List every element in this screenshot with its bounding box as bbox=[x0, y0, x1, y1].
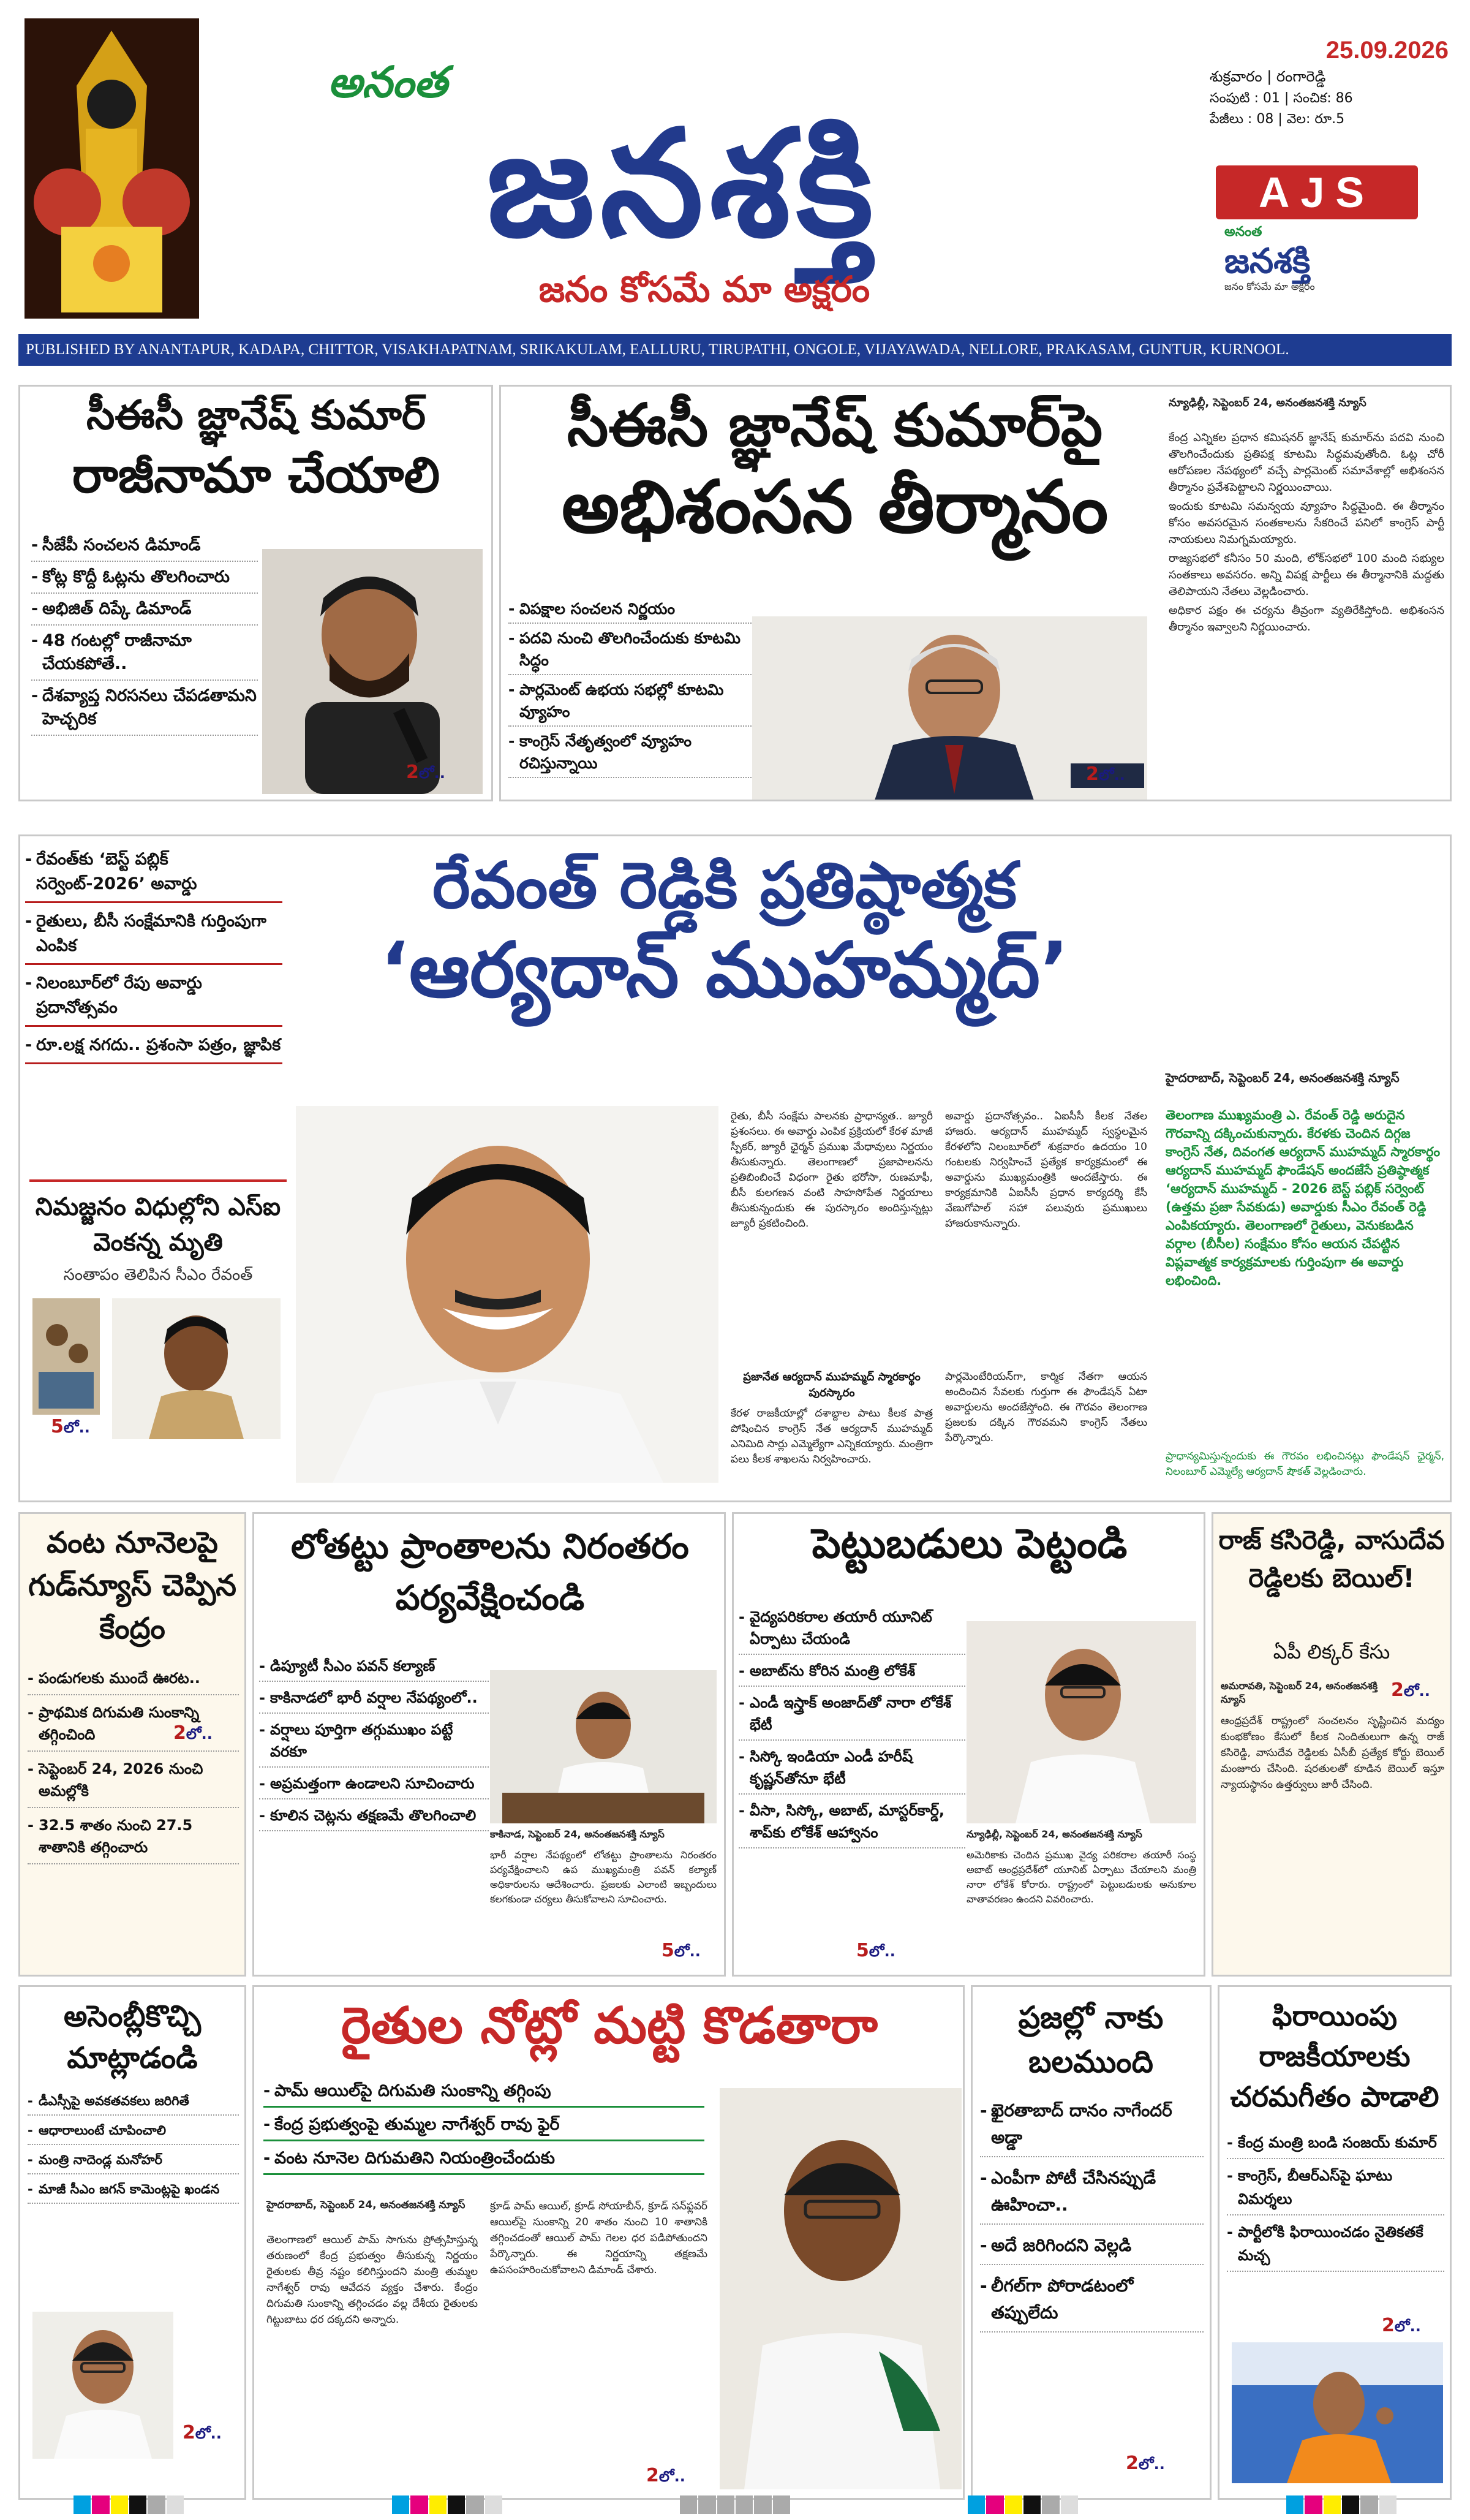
list-item: - ప్రాథమిక దిగుమతి సుంకాన్ని తగ్గించింది bbox=[28, 1701, 239, 1752]
masthead-prefix: అనంత bbox=[328, 57, 448, 107]
list-item: - కేంద్ర మంత్రి బండి సంజయ్ కుమార్ bbox=[1227, 2131, 1444, 2159]
article-body: ఆంధ్రప్రదేశ్ రాష్ట్రంలో సంచలనం సృష్టించిన మద్యం కుంభకోణం కేసులో కీలక నిందితులుగా ఉన్న రాజ్ కసిరెడ్డి, వాసుదేవ రెడ్డిలకు ఏసీబీ ప్రత్యేక కోర్టు బెయిల్ మంజూరు చేసింది. షరతులతో కూడిన బెయిల్ ఇస్తూ న్యాయస్థానం ఉత్తర్వులు జారీ చేసింది. bbox=[1221, 1715, 1444, 1791]
list-item: - పదవి నుంచి తొలగించేందుకు కూటమి సిద్ధం bbox=[508, 627, 756, 675]
masthead-title: జనశక్తి bbox=[486, 98, 880, 270]
article-body: రైతు, బీసీ సంక్షేమ పాలనకు ప్రాధాన్యత.. జ్యూరీ ప్రశంసలు. ఈ అవార్డు ఎంపిక ప్రక్రియలో కేరళ మాజీ స్పీకర్, జ్యూరీ ఛైర్మన్ ప్రముఖ మేధావులు నిర్ణయం తీసుకున్నారు. తెలంగాణలో ప్రజాపాలనను ప్రతిబింబించే విధంగా రైతు భరోసా, రుణమాఫీ, బీసీ కులగణన వంటి సాహసోపేత నిర్ణయాలు తీసుకున్నందుకు ఈ పురస్కారం అందిస్తున్నట్లు జ్యూరీ ప్రకటించింది. bbox=[731, 1110, 933, 1230]
ajs-title: జనశక్తి bbox=[1224, 241, 1311, 281]
list-item: - ఖైరతాబాద్ దానం నాగేందర్ అడ్డా bbox=[980, 2097, 1204, 2157]
continued-marker: 2లో.. bbox=[173, 1722, 213, 1744]
list-item: - కాంగ్రెస్, బీఆర్ఎస్‌పై ఘాటు విమర్శలు bbox=[1227, 2164, 1444, 2215]
color-register-marks bbox=[392, 2495, 502, 2514]
ajs-prefix: అనంత bbox=[1224, 224, 1262, 240]
officer-photo bbox=[112, 1298, 281, 1439]
list-item: - కేంద్ర ప్రభుత్వంపై తుమ్మల నాగేశ్వర్ రావు ఫైర్ bbox=[263, 2113, 704, 2141]
story-strength bbox=[971, 1985, 1212, 2500]
dateline: న్యూఢిల్లీ, సెప్టెంబర్ 24, అనంతజనశక్తి న్యూస్ bbox=[967, 1828, 1142, 1840]
issue-volume: సంపుటి : 01 | సంచిక: 86 bbox=[1210, 91, 1353, 106]
dateline: హైదరాబాద్, సెప్టెంబర్ 24, అనంతజనశక్తి న్యూస్ bbox=[1166, 1070, 1400, 1085]
story-farmers bbox=[252, 1985, 965, 2500]
story-cec-resign bbox=[18, 385, 493, 801]
list-item: - డీఎస్సీపై అవకతవకలు జరిగితే bbox=[28, 2091, 239, 2116]
color-register-marks bbox=[74, 2495, 184, 2514]
headline: ప్రజల్లో నాకు బలముంది bbox=[1018, 2000, 1164, 2079]
procession-photo bbox=[32, 1298, 100, 1415]
bullet-list bbox=[739, 1606, 965, 1967]
issue-date: 25.09.2026 bbox=[1325, 37, 1449, 64]
bullet-list bbox=[508, 598, 756, 800]
article-body: పార్లమెంటేరియన్‌గా, కార్మిక నేతగా ఆయన అందించిన సేవలకు గుర్తుగా ఈ ఫౌండేషన్ ఏటా అవార్డులను అందజేస్తోంది. ఈ గౌరవం తెలంగాణ ప్రజలకు దక్కిన గౌరవమని కాంగ్రెస్ నేతలు పేర్కొన్నారు. bbox=[945, 1371, 1147, 1444]
list-item: - రేవంత్‌కు ‘బెస్ట్ పబ్లిక్ సర్వెంట్-2026’ అవార్డు bbox=[25, 847, 282, 903]
continued-marker: 2లో.. bbox=[646, 2465, 685, 2486]
continued-marker: 5లో.. bbox=[856, 1940, 895, 1961]
headline: ఫిరాయింపు రాజకీయాలకు చరమగీతం పాడాలి bbox=[1230, 1999, 1439, 2113]
list-item: - అదే జరిగిందని వెల్లడి bbox=[980, 2232, 1204, 2265]
story-impeach bbox=[499, 385, 1452, 801]
deity-photo bbox=[24, 18, 199, 319]
published-by-band bbox=[18, 334, 1452, 366]
list-item: - కాంగ్రెస్ నేతృత్వంలో వ్యూహం రచిస్తున్నాయి bbox=[508, 730, 756, 778]
article-body: కేరళ రాజకీయాల్లో దశాబ్దాల పాటు కీలక పాత్ర పోషించిన కాంగ్రెస్ నేత ఆర్యదాన్ ముహమ్మద్ ఎనిమిది సార్లు ఎమ్మెల్యేగా ఎన్నికయ్యారు. మంత్రిగా పలు కీలక శాఖలను నిర్వహించారు. bbox=[731, 1407, 933, 1466]
article-body: అమెరికాకు చెందిన ప్రముఖ వైద్య పరికరాల తయారీ సంస్థ అబాట్ ఆంధ్రప్రదేశ్‌లో యూనిట్ ఏర్పాటు చేయాలని మంత్రి నారా లోకేశ్ కోరారు. రాష్ట్రంలో పెట్టుబడులకు అనుకూల వాతావరణం ఉందని వివరించారు. bbox=[967, 1849, 1196, 1905]
pawan-photo bbox=[490, 1670, 717, 1823]
bandi-sanjay-photo bbox=[1232, 2342, 1443, 2483]
headline: రాజ్ కసిరెడ్డి, వాసుదేవ రెడ్డిలకు బెయిల్! bbox=[1218, 1525, 1445, 1593]
list-item: - కోట్ల కొద్దీ ఓట్లను తొలగించారు bbox=[31, 566, 258, 594]
list-item: - అప్రమత్తంగా ఉండాలని సూచించారు bbox=[259, 1773, 489, 1799]
list-item: - ఎంపీగా పోటీ చేసినప్పుడే ఊహించా.. bbox=[980, 2165, 1204, 2225]
list-item: - రైతులు, బీసీ సంక్షేమానికి గుర్తింపుగా ఎంపిక bbox=[25, 909, 282, 965]
lokesh-photo bbox=[967, 1621, 1196, 1823]
continued-marker: 2లో.. bbox=[183, 2422, 222, 2443]
bullet-list bbox=[259, 1655, 489, 1967]
list-item: - మాజీ సీఎం జగన్ కామెంట్లపై ఖండన bbox=[28, 2179, 239, 2204]
headline: రాజీనామా చేయాలి bbox=[72, 447, 440, 504]
story-immersion bbox=[29, 1179, 287, 1486]
story-oil bbox=[18, 1512, 246, 1977]
ajs-letters: AJS bbox=[1216, 165, 1418, 219]
headline: పెట్టుబడులు పెట్టండి bbox=[812, 1520, 1128, 1567]
story-lowlying bbox=[252, 1512, 726, 1977]
dateline: కాకినాడ, సెప్టెంబర్ 24, అనంతజనశక్తి న్యూస్ bbox=[490, 1828, 665, 1840]
masthead-tagline: జనం కోసమే మా అక్షరం bbox=[538, 268, 870, 310]
story-revanth bbox=[18, 834, 1452, 1502]
sub-headline: సంతాపం తెలిపిన సీఎం రేవంత్ bbox=[63, 1266, 253, 1284]
list-item: - పార్టీలోకి ఫిరాయించడం నైతికతకే మచ్చ bbox=[1227, 2220, 1444, 2272]
bullet-list bbox=[28, 2091, 239, 2275]
list-item: - రూ.లక్ష నగదు.. ప్రశంసా పత్రం, జ్ఞాపిక bbox=[25, 1033, 282, 1064]
list-item: - వైద్యపరికరాల తయారీ యూనిట్ ఏర్పాటు చేయండి bbox=[739, 1606, 965, 1655]
bullet-list bbox=[263, 2079, 704, 2189]
tummala-photo bbox=[720, 2088, 962, 2489]
headline: సీఈసీ జ్ఞానేష్ కుమార్ bbox=[86, 392, 426, 439]
continued-marker: 5లో.. bbox=[662, 1940, 701, 1961]
list-item: - పార్లమెంట్ ఉభయ సభల్లో కూటమి వ్యూహం bbox=[508, 679, 756, 727]
bullet-list bbox=[980, 2097, 1204, 2489]
article-body: అవార్డు ప్రదానోత్సవం.. ఏఐసీసీ కీలక నేతల హాజరు. ఆర్యదాన్ ముహమ్మద్ స్వస్థలమైన కేరళలోని నిలంబూర్‌లో శుక్రవారం ఉదయం 10 గంటలకు నిర్వహించే ప్రత్యేక కార్యక్రమంలో ఈ అవార్డును ముఖ్యమంత్రికి అందజేస్తారు. ఈ కార్యక్రమానికి ఏఐసీసీ ప్రధాన కార్యదర్శి కేసీ వేణుగోపాల్ సహా పలువురు ప్రముఖులు హాజరుకానున్నారు. bbox=[945, 1110, 1147, 1230]
list-item: - సెప్టెంబర్ 24, 2026 నుంచి అమల్లోకి bbox=[28, 1758, 239, 1808]
story-assembly bbox=[18, 1985, 246, 2500]
article-body: కేంద్ర ఎన్నికల ప్రధాన కమిషనర్ జ్ఞానేష్ కుమార్‌ను పదవి నుంచి తొలగించేందుకు ప్రతిపక్ష కూటమి సిద్ధమవుతోంది. ఓట్ల చోరీ ఆరోపణల నేపథ్యంలో వచ్చే పార్లమెంట్ సమావేశాల్లో అభిశంసన తీర్మానం ప్రవేశపెట్టాలని నిర్ణయించాయి. ఇందుకు కూటమి సమన్వయ వ్యూహం సిద్ధమైంది. ఈ తీర్మానం కోసం అవసరమైన సంతకాలను సేకరించే పనిలో కాంగ్రెస్ పార్టీ నాయకులు నిమగ్నమయ్యారు. రాజ్యసభలో కనీసం 50 మంది, లోక్‌సభలో 100 మంది సభ్యుల సంతకాలు అవసరం. అన్ని విపక్ష పార్టీలు ఈ తీర్మానానికి మద్దతు తెలిపాయని నేతలు వెల్లడించారు. అధికార పక్షం ఈ చర్యను తీవ్రంగా వ్యతిరేకిస్తోంది. అభిశంసన తీర్మానం ఇవ్వాలని నిర్ణయించారు. bbox=[1169, 431, 1444, 634]
color-register-marks bbox=[1286, 2495, 1396, 2514]
color-register-marks bbox=[968, 2495, 1078, 2514]
list-item: - డిప్యూటీ సీఎం పవన్ కల్యాణ్ bbox=[259, 1655, 489, 1682]
list-item: - లీగల్‌గా పోరాడటంలో తప్పులేదు bbox=[980, 2272, 1204, 2333]
headline: లోతట్టు ప్రాంతాలను నిరంతరం పర్యవేక్షించండి bbox=[291, 1527, 689, 1618]
list-item: - వంట నూనెల దిగుమతిని నియంత్రించేందుకు bbox=[263, 2146, 704, 2175]
list-item: - దేశవ్యాప్త నిరసనలు చేపడతామని హెచ్చరిక bbox=[31, 684, 258, 736]
headline: సీఈసీ జ్ఞానేష్ కుమార్‌పై bbox=[567, 391, 1103, 460]
ajs-tagline: జనం కోసమే మా అక్షరం bbox=[1224, 281, 1315, 292]
continued-marker: 2లో.. bbox=[1086, 763, 1125, 785]
story-invest bbox=[732, 1512, 1205, 1977]
article-body-green: తెలంగాణ ముఖ్యమంత్రి ఎ. రేవంత్ రెడ్డి అరుదైన గౌరవాన్ని దక్కించుకున్నారు. కేరళకు చెందిన దిగ్గజ కాంగ్రెస్ నేత, దివంగత ఆర్యదాన్ ముహమ్మద్ స్మారకార్థం ఆర్యదాన్ ముహమ్మద్ ఫౌండేషన్ అందజేసే ప్రతిష్ఠాత్మక ‘ఆర్యదాన్ ముహమ్మద్ - 2026 బెస్ట్ పబ్లిక్ సర్వెంట్ (ఉత్తమ ప్రజా సేవకుడు) అవార్డుకు సీఎం రేవంత్ రెడ్డి ఎంపికయ్యారు. తెలంగాణలో రైతులు, వెనుకబడిన వర్గాల (బీసీల) సంక్షేమం కోసం ఆయన చేపట్టిన విప్లవాత్మక కార్యక్రమాలకు గుర్తింపుగా ఈ అవార్డు లభించింది. bbox=[1166, 1108, 1441, 1288]
ajs-badge bbox=[1216, 165, 1442, 312]
bullet-list bbox=[28, 1667, 239, 1973]
issue-pages: పేజీలు : 08 | వెల: రూ.5 bbox=[1210, 112, 1345, 127]
list-item: - 32.5 శాతం నుంచి 27.5 శాతానికి తగ్గించారు bbox=[28, 1814, 239, 1864]
continued-marker: 5లో.. bbox=[51, 1416, 90, 1437]
list-item: - 48 గంటల్లో రాజీనామా చేయకపోతే.. bbox=[31, 629, 258, 681]
headline: వంట నూనెలపై గుడ్‌న్యూస్ చెప్పిన కేంద్రం bbox=[28, 1526, 236, 1646]
issue-day: శుక్రవారం | రంగారెడ్డి bbox=[1210, 68, 1326, 85]
bullet-list bbox=[25, 847, 282, 1123]
list-item: - నిలంబూర్‌లో రేపు అవార్డు ప్రదానోత్సవం bbox=[25, 971, 282, 1027]
continued-marker: 2లో.. bbox=[1391, 1679, 1430, 1701]
article-body: ప్రాధాన్యమిస్తున్నందుకు ఈ గౌరవం లభించినట్లు ఫౌండేషన్ ఛైర్మన్, నిలంబూర్ ఎమ్మెల్యే ఆర్యదాన్ షౌకత్ వెల్లడించారు. bbox=[1166, 1450, 1444, 1478]
speaker-photo bbox=[262, 549, 483, 794]
color-register-marks bbox=[680, 2495, 790, 2514]
headline: రైతుల నోట్లో మట్టి కొడతారా bbox=[341, 1997, 878, 2055]
headline: అసెంబ్లీకొచ్చి మాట్లాడండి bbox=[64, 1999, 201, 2075]
list-item: - ఎండీ ఇస్త్రాక్ అంజాద్‌తో నారా లోకేశ్ భేటీ bbox=[739, 1692, 965, 1741]
published-by-text: PUBLISHED BY ANANTAPUR, KADAPA, CHITTOR, VISAKHAPATNAM, SRIKAKULAM, EALLURU, TIRUPATHI, ONGOLE, VIJAYAWADA, NELLORE, PRAKASAM, GUNTUR, KURNOOL. bbox=[26, 341, 1289, 358]
sub-story-founder bbox=[731, 1369, 1147, 1492]
article-body: తెలంగాణలో ఆయిల్ పామ్ సాగును ప్రోత్సహిస్తున్న తరుణంలో కేంద్ర ప్రభుత్వం తీసుకున్న నిర్ణయం రైతులకు తీవ్ర నష్టం కలిగిస్తుందని మంత్రి తుమ్మల నాగేశ్వర్ రావు ఆవేదన వ్యక్తం చేశారు. కేంద్రం దిగుమతి సుంకాన్ని తగ్గించడం వల్ల దేశీయ రైతులకు గిట్టుబాటు ధర దక్కదని అన్నారు. bbox=[266, 2234, 478, 2326]
list-item: - అభిజిత్ దిప్కే డిమాండ్ bbox=[31, 597, 258, 626]
continued-marker: 2లో.. bbox=[1126, 2453, 1165, 2474]
list-item: - కాకినాడలో భారీ వర్షాల నేపథ్యంలో.. bbox=[259, 1687, 489, 1714]
issue-info bbox=[1210, 36, 1449, 130]
headline: అభిశంసన తీర్మానం bbox=[561, 464, 1109, 549]
story-bail bbox=[1212, 1512, 1452, 1977]
list-item: - వర్షాలు పూర్తిగా తగ్గుముఖం పట్టే వరకూ bbox=[259, 1719, 489, 1768]
sub-headline: ఏపీ లిక్కర్ కేసు bbox=[1273, 1640, 1390, 1663]
headline: రేవంత్ రెడ్డికి ప్రతిష్ఠాత్మక bbox=[432, 848, 1017, 923]
dateline: న్యూఢిల్లీ, సెప్టెంబర్ 24, అనంతజనశక్తి న్యూస్ bbox=[1169, 396, 1366, 409]
list-item: - మంత్రి నాదెండ్ల మనోహర్ bbox=[28, 2150, 239, 2174]
bullet-list bbox=[31, 534, 258, 801]
list-item: - పామ్ ఆయిల్‌పై దిగుమతి సుంకాన్ని తగ్గింపు bbox=[263, 2079, 704, 2108]
list-item: - వీసా, సిస్కో, అబాట్, మాస్టర్‌కార్డ్, శాప్‌కు లోకేశ్ ఆహ్వానం bbox=[739, 1799, 965, 1848]
list-item: - కూలిన చెట్లను తక్షణమే తొలగించాలి bbox=[259, 1804, 489, 1831]
list-item: - పండుగలకు ముందే ఊరట.. bbox=[28, 1667, 239, 1695]
bullet-list bbox=[1227, 2131, 1444, 2339]
sub-title: ప్రజానేత ఆర్యదాన్ ముహమ్మద్ స్మారకార్థం పురస్కారం bbox=[743, 1371, 921, 1399]
headline: ‘ఆర్యదాన్ ముహమ్మద్’ bbox=[380, 926, 1069, 1015]
dateline: అమరావతి, సెప్టెంబర్ 24, అనంతజనశక్తి న్యూస్ bbox=[1221, 1680, 1378, 1705]
article-body: క్రూడ్ పామ్ ఆయిల్, క్రూడ్ సోయాబీన్, క్రూడ్ సన్‌ఫ్లవర్ ఆయిల్‌పై సుంకాన్ని 20 శాతం నుంచి 10 శాతానికి తగ్గించడంతో ఆయిల్ పామ్ గెలల ధర పడిపోతుందని పేర్కొన్నారు. ఈ నిర్ణయాన్ని తక్షణమే ఉపసంహరించుకోవాలని డిమాండ్ చేశారు. bbox=[490, 2200, 707, 2276]
article-body: భారీ వర్షాల నేపథ్యంలో లోతట్టు ప్రాంతాలను నిరంతరం పర్యవేక్షించాలని ఉప ముఖ్యమంత్రి పవన్ కల్యాణ్ అధికారులను ఆదేశించారు. ప్రజలకు ఎలాంటి ఇబ్బందులు కలగకుండా చర్యలు తీసుకోవాలని సూచించారు. bbox=[490, 1849, 717, 1905]
nadendla-photo bbox=[32, 2312, 173, 2459]
list-item: - విపక్షాల సంచలన నిర్ణయం bbox=[508, 598, 756, 624]
story-defection bbox=[1218, 1985, 1452, 2500]
list-item: - ఆధారాలుంటే చూపించాలి bbox=[28, 2121, 239, 2145]
list-item: - సీజేపీ సంచలన డిమాండ్ bbox=[31, 534, 258, 562]
revanth-photo bbox=[296, 1106, 718, 1483]
continued-marker: 2లో.. bbox=[406, 762, 445, 783]
headline: నిమజ్జనం విధుల్లోని ఎస్ఐ వెంకన్న మృతి bbox=[35, 1193, 281, 1257]
continued-marker: 2లో.. bbox=[1382, 2315, 1421, 2336]
list-item: - సిస్కో ఇండియా ఎండీ హరీష్ కృష్ణన్‌తోనూ భేటీ bbox=[739, 1746, 965, 1795]
dateline: హైదరాబాద్, సెప్టెంబర్ 24, అనంతజనశక్తి న్యూస్ bbox=[266, 2199, 466, 2211]
list-item: - అబాట్‌ను కోరిన మంత్రి లోకేశ్ bbox=[739, 1660, 965, 1687]
